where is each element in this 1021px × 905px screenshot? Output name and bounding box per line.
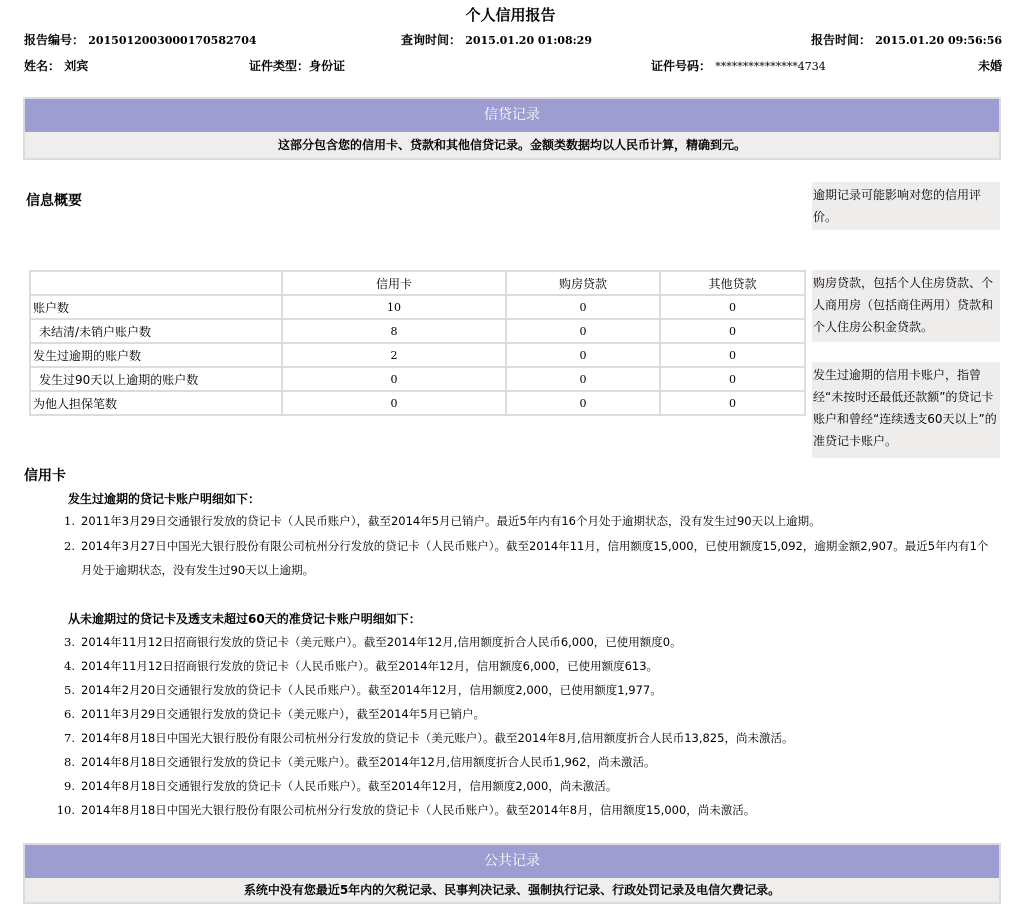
report-time: [811, 31, 1002, 48]
item-number: 2.: [64, 539, 75, 553]
credit-card-heading: 信用卡: [24, 468, 66, 484]
cell-value: 0: [506, 367, 660, 391]
table-row: [30, 295, 805, 319]
cell-value: 8: [282, 319, 506, 343]
report-number-label: 报告编号：: [24, 33, 85, 47]
row-label: 未结清/未销户账户数: [30, 319, 282, 343]
id-number-field: [651, 57, 826, 74]
item-number: 5.: [64, 683, 75, 697]
row-label: 账户数: [30, 295, 282, 319]
credit-section-subtitle: 这部分包含您的信用卡、贷款和其他信贷记录。金额类数据均以人民币计算，精确到元。: [25, 132, 999, 158]
cell-value: 0: [506, 295, 660, 319]
list-item: [55, 678, 662, 702]
query-time-label: 查询时间：: [401, 33, 462, 47]
header-cell-credit-card: 信用卡: [282, 271, 506, 295]
item-number: 8.: [64, 755, 75, 769]
report-number-value: 2015012003000170582704: [88, 34, 257, 47]
list-item: [55, 798, 755, 822]
row-label: 发生过逾期的账户数: [30, 343, 282, 367]
id-type-field: [249, 57, 345, 74]
id-type-label: 证件类型：: [249, 59, 310, 73]
item-number: 6.: [64, 707, 75, 721]
cell-value: 0: [282, 391, 506, 415]
cell-value: 10: [282, 295, 506, 319]
query-time: [401, 31, 592, 48]
note-overdue-card: 发生过逾期的信用卡账户，指曾经“未按时还最低还款额”的贷记卡账户和曾经“连续透支60天以上”的准贷记卡账户。: [812, 362, 1000, 458]
report-title: 个人信用报告: [465, 6, 556, 24]
cell-value: 0: [506, 343, 660, 367]
name-field: [24, 57, 88, 74]
id-type-value: 身份证: [309, 59, 346, 73]
report-number: [24, 31, 257, 48]
table-row: [30, 367, 805, 391]
list-item: [55, 750, 655, 774]
item-number: 10.: [56, 803, 75, 817]
list-item: [55, 630, 682, 654]
normal-accounts-heading: 从未逾期过的贷记卡及透支未超过60天的准贷记卡账户明细如下：: [68, 612, 421, 626]
public-section-subtitle: 系统中没有您最近5年内的欠税记录、民事判决记录、强制执行记录、行政处罚记录及电信欠费记录。: [25, 878, 999, 902]
row-label: 为他人担保笔数: [30, 391, 282, 415]
overdue-accounts-heading: 发生过逾期的贷记卡账户明细如下：: [68, 492, 261, 506]
item-text: 2011年3月29日交通银行发放的贷记卡（美元账户），截至2014年5月已销户。: [81, 707, 486, 721]
item-number: 3.: [64, 635, 75, 649]
item-text: 2014年2月20日交通银行发放的贷记卡（人民币账户）。截至2014年12月，信用额度2,000，已使用额度1,977。: [81, 683, 662, 697]
cell-value: 0: [506, 391, 660, 415]
item-text: 2011年3月29日交通银行发放的贷记卡（人民币账户），截至2014年5月已销户。最近5年内有16个月处于逾期状态，没有发生过90天以上逾期。: [81, 514, 821, 528]
public-section-banner: [23, 843, 1001, 904]
cell-value: 0: [506, 319, 660, 343]
list-item: [55, 509, 821, 533]
list-item: [55, 702, 485, 726]
cell-value: 0: [660, 391, 805, 415]
item-text: 2014年8月18日交通银行发放的贷记卡（人民币账户）。截至2014年12月，信用额度2,000，尚未激活。: [81, 779, 618, 793]
cell-value: 0: [660, 295, 805, 319]
name-value: 刘宾: [64, 59, 89, 73]
marital-status: 未婚: [977, 59, 1002, 73]
cell-value: 0: [660, 319, 805, 343]
note-mortgage: 购房贷款，包括个人住房贷款、个人商用房（包括商住两用）贷款和个人住房公积金贷款。: [812, 270, 1000, 342]
header-cell-other-loan: 其他贷款: [660, 271, 805, 295]
credit-section-banner: [23, 97, 1001, 160]
query-time-value: 2015.01.20 01:08:29: [465, 34, 592, 47]
note-overdue: 逾期记录可能影响对您的信用评价。: [812, 182, 1000, 230]
summary-header-row: [30, 271, 805, 295]
item-text: 2014年3月27日中国光大银行股份有限公司杭州分行发放的贷记卡（人民币账户）。截至2014年11月，信用额度15,000，已使用额度15,092，逾期金额2,907。最近5年内有1个: [81, 539, 989, 553]
public-section-title: 公共记录: [25, 845, 999, 878]
row-label: 发生过90天以上逾期的账户数: [30, 367, 282, 391]
cell-value: 2: [282, 343, 506, 367]
list-item-continuation: 月处于逾期状态，没有发生过90天以上逾期。: [81, 563, 315, 577]
summary-heading: 信息概要: [26, 193, 82, 209]
item-text: 2014年8月18日中国光大银行股份有限公司杭州分行发放的贷记卡（人民币账户）。截至2014年8月，信用额度15,000，尚未激活。: [81, 803, 756, 817]
header-cell-empty: [30, 271, 282, 295]
id-number-label: 证件号码：: [651, 59, 712, 73]
id-number-value: ***************4734: [715, 60, 826, 73]
list-item: [55, 654, 658, 678]
item-text: 2014年8月18日交通银行发放的贷记卡（美元账户）。截至2014年12月,信用额度折合人民币1,962，尚未激活。: [81, 755, 656, 769]
item-text: 2014年11月12日招商银行发放的贷记卡（人民币账户）。截至2014年12月，信用额度6,000，已使用额度613。: [81, 659, 659, 673]
list-item: [55, 774, 617, 798]
report-time-label: 报告时间：: [811, 33, 872, 47]
header-cell-mortgage: 购房贷款: [506, 271, 660, 295]
table-row: [30, 319, 805, 343]
table-row: [30, 343, 805, 367]
list-item: [55, 534, 988, 558]
cell-value: 0: [660, 367, 805, 391]
item-number: 4.: [64, 659, 75, 673]
item-number: 9.: [64, 779, 75, 793]
item-number: 1.: [64, 514, 75, 528]
table-row: [30, 391, 805, 415]
credit-section-title: 信贷记录: [25, 99, 999, 132]
report-time-value: 2015.01.20 09:56:56: [875, 34, 1002, 47]
item-text: 2014年11月12日招商银行发放的贷记卡（美元账户）。截至2014年12月,信用额度折合人民币6,000，已使用额度0。: [81, 635, 682, 649]
cell-value: 0: [660, 343, 805, 367]
cell-value: 0: [282, 367, 506, 391]
list-item: [55, 726, 793, 750]
summary-table: [29, 270, 806, 416]
name-label: 姓名：: [24, 59, 61, 73]
item-text: 2014年8月18日中国光大银行股份有限公司杭州分行发放的贷记卡（美元账户）。截至2014年8月,信用额度折合人民币13,825，尚未激活。: [81, 731, 794, 745]
item-number: 7.: [64, 731, 75, 745]
